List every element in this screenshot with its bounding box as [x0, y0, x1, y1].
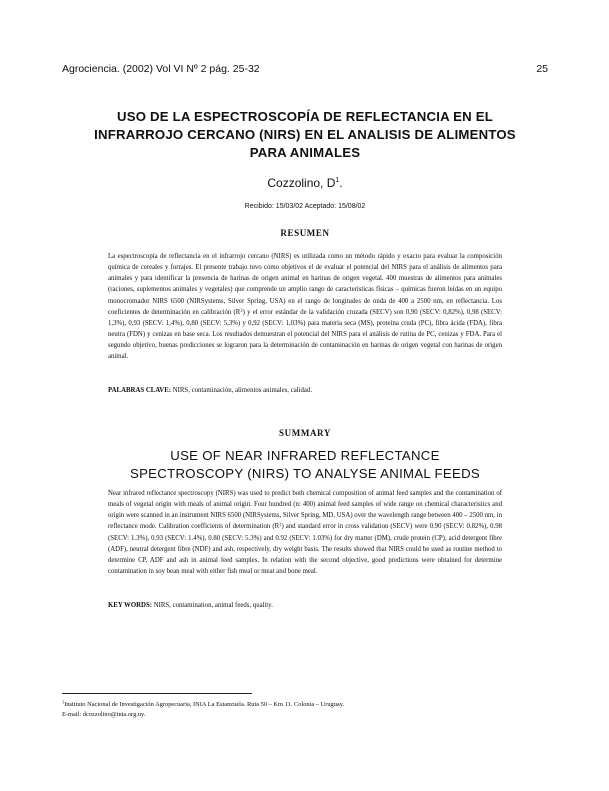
summary-text-part-2: ) and standard error in cross validation (SECV) were 0.90 (SECV: 0.82%), 0.98 (SECV: 1.3%), 0.93 (SECV: 1.4%), 0.80 (SECV: 5.3%) and 0.92 (SECV: 1.03%) for dry matter (DM), crude protein (CP), acid detergent fibre (ADF), neutral detergent fibre (NDF) and ash, respectively, dry weight basis. The results showed that NIRS could be used as routine method to determine CP, ADF and ash in animal feed samples. In relation with the second objective, good predictions were obtained for determine contamination in soy bean meal with either fish meal or meat and bone meal. [108, 523, 502, 576]
palabras-clave [108, 385, 502, 396]
english-title [62, 447, 548, 483]
footnote [62, 700, 502, 720]
palabras-clave-list: NIRS, contaminación, alimentos animales, calidad. [171, 387, 313, 394]
affiliation-mark: 1 [335, 177, 340, 184]
resumen-heading: RESUMEN [280, 228, 330, 238]
running-header [62, 63, 548, 75]
spanish-title-line-1: USO DE LA ESPECTROSCOPÍA DE REFLECTANCIA EN EL [116, 109, 494, 124]
summary-heading: SUMMARY [279, 428, 331, 438]
resumen-text-part-2: ) y el error estándar de la validación cruzada (SECV) son 0,90 (SECV: 0,82%), 0,98 (SECV: 1,3%), 0,93 (SECV: 1,4%), 0,80 (SECV: 5,3%) y 0,92 (SECV: 1,03%) para materia seca (MS), proteína cruda (PC), fibra ácida (FDA), fibra neutra (FDN) y cenizas en base seca. Los resultados demuestran el potencial del NIRS para el análisis de rutina de PC, cenizas y FDA. Para el segundo objetivo, buenas predicciones se lograron para la determinación de contaminación en harinas de origen vegetal con harinas de origen animal. [108, 308, 502, 361]
journal-citation: Agrociencia. (2002) Vol VI Nº 2 pág. 25-32 [62, 63, 260, 75]
author-line [62, 176, 548, 190]
english-title-line-1: USE OF NEAR INFRARED REFLECTANCE [170, 448, 440, 463]
received-accepted-dates: Recibido: 15/03/02 Aceptado: 15/08/02 [244, 203, 366, 210]
summary-r2-superscript: 2 [279, 521, 282, 527]
footnote-affiliation [62, 700, 502, 710]
resumen-text-part-1: La espectroscopía de reflectancia en el infrarrojo cercano (NIRS) es utilizada como un método rápido y exacto para evaluar la composición química de cereales y forrajes. El presente trabajo tuvo como objetivos el de evaluar el potencial del NIRS para el análisis de alimentos para animales y para identificar la presencia de harinas de origen animal en harinas de origen vegetal. 400 muestras de alimentos para animales (raciones, suplementos animales y vegetales) que comprende un amplio rango de características físicas – químicas fueron leídas en un equipo monocromador NIRS 6500 (NIRSystems, Silver Spring, USA) en el rango de longitudes de onda de 400 a 2500 nm, en reflectancia. Los coeficientes de determinación en calibración (R [108, 253, 502, 316]
footnote-divider [62, 693, 252, 694]
spanish-title-line-3: PARA ANIMALES [249, 145, 361, 160]
key-words-list: NIRS, contamination, animal feeds, quality. [152, 602, 273, 609]
spanish-title [62, 108, 548, 162]
english-title-line-2: SPECTROSCOPY (NIRS) TO ANALYSE ANIMAL FEEDS [129, 466, 480, 481]
palabras-clave-label: PALABRAS CLAVE: [108, 387, 172, 394]
author-suffix: . [339, 176, 343, 190]
summary-abstract [108, 488, 502, 577]
spanish-title-line-2: INFRARROJO CERCANO (NIRS) EN EL ANALISIS DE ALIMENTOS [94, 127, 516, 142]
key-words [108, 600, 502, 611]
footnote-email: E-mail: dcozzolino@inia.org.uy. [62, 711, 146, 718]
resumen-r2-superscript: 2 [240, 307, 243, 313]
resumen-abstract [108, 251, 502, 363]
footnote-mark: 1 [62, 699, 65, 705]
key-words-label: KEY WORDS: [108, 602, 152, 609]
page-number: 25 [536, 63, 548, 75]
author-name: Cozzolino, D [267, 176, 336, 190]
footnote-institution: Instituto Nacional de Investigación Agropecuaria, INIA La Estanzuela. Ruta 50 – Km 11. Colonia – Uruguay. [64, 701, 345, 708]
summary-text-part-1: Near infrared reflectance spectroscopy (NIRS) was used to predict both chemical composition of animal feed samples and the contamination of meals of vegetal origin with meals of animal origin. Four hundred (n: 400) animal feed samples of wide range on chemical characteristics and origin were scanned in an instrument NIRS 6500 (NIRSystems, Silver Spring, MD, USA) over the wavelength range between 400 – 2500 nm, in reflectance mode. Calibration coefficients of determination (R [108, 490, 502, 531]
